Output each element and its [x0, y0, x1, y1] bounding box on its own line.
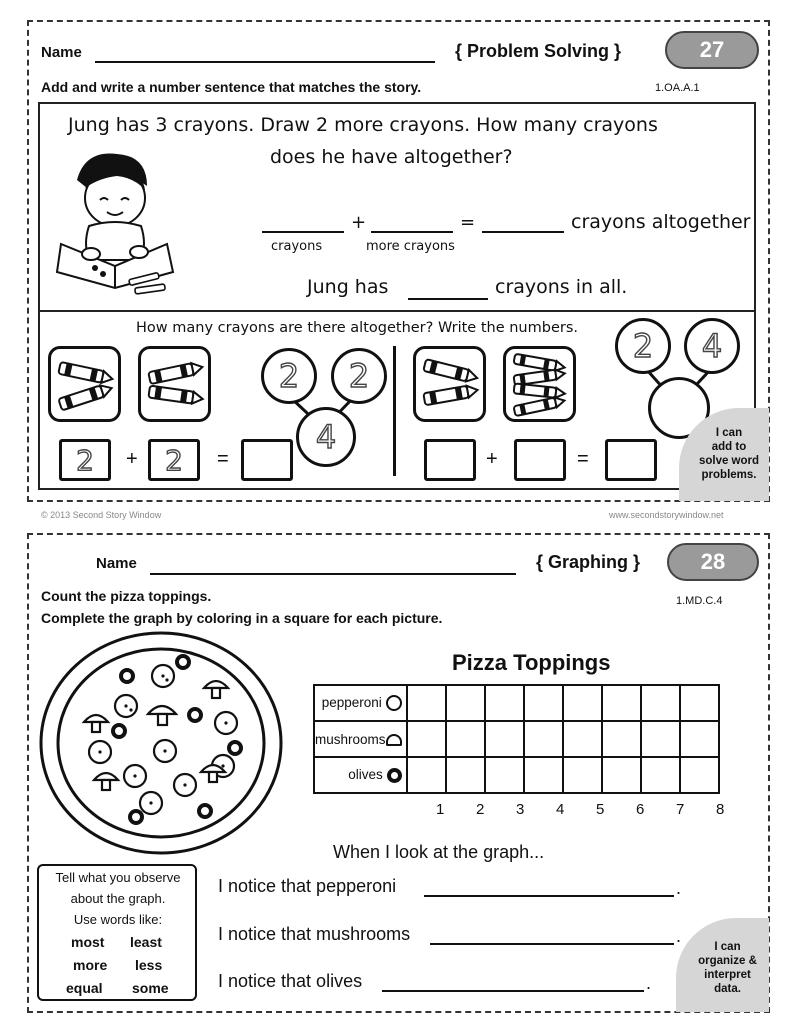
graph-title: Pizza Toppings [452, 650, 611, 675]
crayon-picture-box [503, 346, 576, 422]
traced-number: 2 [165, 443, 183, 477]
instruction-28-line1: Count the pizza toppings. [41, 588, 212, 604]
label-crayons: crayons [271, 239, 323, 254]
x-tick: 3 [516, 801, 525, 818]
row-label [314, 757, 407, 793]
bond-part-circle[interactable] [331, 348, 387, 404]
name-label-27: Name [41, 44, 82, 61]
sum-blank[interactable] [482, 231, 564, 233]
two-crayons-icon [51, 349, 118, 419]
x-tick: 5 [596, 801, 605, 818]
graph-cell[interactable] [446, 757, 485, 793]
addend1-blank[interactable] [262, 231, 344, 233]
addend2-blank[interactable] [371, 231, 453, 233]
notice-olives-label: I notice that olives [218, 971, 363, 991]
graph-cell[interactable] [524, 721, 563, 757]
question-27: How many crayons are there altogether? Write the numbers. [136, 320, 578, 336]
bond-part-circle[interactable] [684, 318, 740, 374]
page-number-28 [667, 543, 759, 581]
crayons-altogether-label: crayons altogether [571, 211, 751, 233]
answer-box[interactable] [424, 439, 476, 481]
page-number-28-text: 28 [700, 549, 726, 574]
page-number-27 [665, 31, 759, 69]
graph-row [314, 685, 719, 721]
crayon-picture-box [138, 346, 211, 422]
badge-line: data. [714, 983, 741, 995]
story-text-line2: does he have altogether? [270, 146, 513, 168]
word-less: less [135, 957, 163, 973]
in-all-blank[interactable] [408, 298, 488, 300]
story-text-line1: Jung has 3 crayons. Draw 2 more crayons. How many crayons [68, 114, 658, 136]
notice-mushrooms-label: I notice that mushrooms [218, 924, 411, 944]
badge-line: I can [715, 427, 743, 439]
graph-cell[interactable] [563, 685, 602, 721]
x-tick: 8 [716, 801, 725, 818]
graph-cell[interactable] [602, 721, 641, 757]
plus-sign: + [351, 212, 367, 233]
word-bank-line: Use words like: [73, 912, 163, 927]
name-line-27[interactable] [95, 61, 435, 63]
graph-cell[interactable] [446, 721, 485, 757]
notice-pepperoni-blank[interactable] [424, 895, 674, 897]
olive-icon [387, 768, 402, 783]
bond-part-circle[interactable] [261, 348, 317, 404]
graph-row [314, 757, 719, 793]
notice-olives-blank[interactable] [382, 990, 644, 992]
badge-line: problems. [701, 469, 757, 481]
row-label-text: pepperoni [321, 694, 382, 710]
four-crayons-icon [506, 349, 573, 419]
crayons-in-all-label: crayons in all. [495, 276, 628, 298]
jung-has-label: Jung has [307, 276, 389, 298]
name-line-28[interactable] [150, 573, 516, 575]
answer-box[interactable] [605, 439, 657, 481]
graph-cell[interactable] [680, 757, 719, 793]
traced-number: 4 [315, 418, 337, 456]
two-crayons-icon [416, 349, 483, 419]
graph-cell[interactable] [641, 757, 680, 793]
word-least: least [130, 934, 162, 950]
topic-title-27: { Problem Solving } [455, 41, 622, 61]
traced-number: 2 [76, 443, 94, 477]
row-label [314, 685, 407, 721]
graph-cell[interactable] [602, 685, 641, 721]
graph-cell[interactable] [407, 685, 446, 721]
word-more: more [73, 957, 108, 973]
graph-cell[interactable] [524, 757, 563, 793]
graph-cell[interactable] [524, 685, 563, 721]
badge-line: add to [711, 441, 747, 453]
graph-cell[interactable] [485, 685, 524, 721]
crayon-picture-box [48, 346, 121, 422]
badge-line: solve word [698, 455, 760, 467]
x-tick: 1 [436, 801, 445, 818]
answer-box[interactable] [514, 439, 566, 481]
row-label-text: mushrooms [315, 731, 386, 747]
badge-line: I can [714, 941, 741, 953]
graph-cell[interactable] [446, 685, 485, 721]
two-crayons-icon [141, 349, 208, 419]
label-more-crayons: more crayons [366, 239, 455, 254]
topic-title-28: { Graphing } [536, 552, 641, 572]
name-label-28: Name [96, 555, 137, 572]
traced-number: 2 [348, 357, 370, 395]
graph-row [314, 721, 719, 757]
traced-number: 4 [701, 327, 723, 365]
word-bank-line: about the graph. [70, 891, 166, 906]
traced-number: 2 [278, 357, 300, 395]
answer-box[interactable] [59, 439, 111, 481]
row-label [314, 721, 407, 757]
period: . [676, 926, 682, 946]
graph-cell[interactable] [407, 721, 446, 757]
bond-whole-circle[interactable] [296, 407, 356, 467]
equals-sign: = [217, 448, 229, 470]
graph-cell[interactable] [563, 721, 602, 757]
word-most: most [71, 934, 105, 950]
equals-sign: = [577, 448, 589, 470]
graph-cell[interactable] [407, 757, 446, 793]
observe-heading: When I look at the graph... [333, 842, 545, 862]
period: . [676, 878, 682, 898]
boy-drawing-illustration [55, 148, 180, 298]
graph-cell[interactable] [563, 757, 602, 793]
plus-sign: + [486, 448, 498, 470]
x-tick: 7 [676, 801, 685, 818]
notice-mushrooms-blank[interactable] [430, 943, 674, 945]
word-equal: equal [66, 980, 103, 996]
mushroom-icon [386, 734, 402, 746]
word-some: some [132, 980, 169, 996]
badge-line: interpret [704, 969, 751, 981]
equals-sign: = [460, 212, 476, 233]
standard-27: 1.OA.A.1 [655, 82, 700, 94]
graph-cell[interactable] [602, 757, 641, 793]
answer-box[interactable] [148, 439, 200, 481]
copyright-footer: © 2013 Second Story Window [41, 510, 162, 520]
graph-cell[interactable] [485, 721, 524, 757]
graph-cell[interactable] [485, 757, 524, 793]
notice-pepperoni-label: I notice that pepperoni [218, 876, 397, 896]
period: . [646, 973, 652, 993]
graph-cell[interactable] [641, 685, 680, 721]
word-bank-line: Tell what you observe [55, 870, 181, 885]
vertical-divider [393, 346, 396, 476]
standard-28: 1.MD.C.4 [676, 595, 723, 607]
page-number-27-text: 27 [699, 37, 725, 62]
pizza-toppings-graph [313, 684, 720, 794]
graph-cell[interactable] [641, 721, 680, 757]
x-tick: 2 [476, 801, 485, 818]
traced-number: 2 [632, 327, 654, 365]
website-footer: www.secondstorywindow.net [609, 510, 724, 520]
pepperoni-icon [386, 695, 402, 711]
row-label-text: olives [348, 767, 383, 783]
x-tick: 4 [556, 801, 565, 818]
pizza-illustration [36, 630, 286, 860]
bond-part-circle[interactable] [615, 318, 671, 374]
instruction-27: Add and write a number sentence that matches the story. [41, 79, 422, 95]
instruction-28-line2: Complete the graph by coloring in a square for each picture. [41, 610, 443, 626]
graph-cell[interactable] [680, 685, 719, 721]
badge-line: organize & [698, 955, 757, 967]
graph-cell[interactable] [680, 721, 719, 757]
crayon-picture-box [413, 346, 486, 422]
plus-sign: + [126, 448, 138, 470]
answer-box[interactable] [241, 439, 293, 481]
x-tick: 6 [636, 801, 645, 818]
